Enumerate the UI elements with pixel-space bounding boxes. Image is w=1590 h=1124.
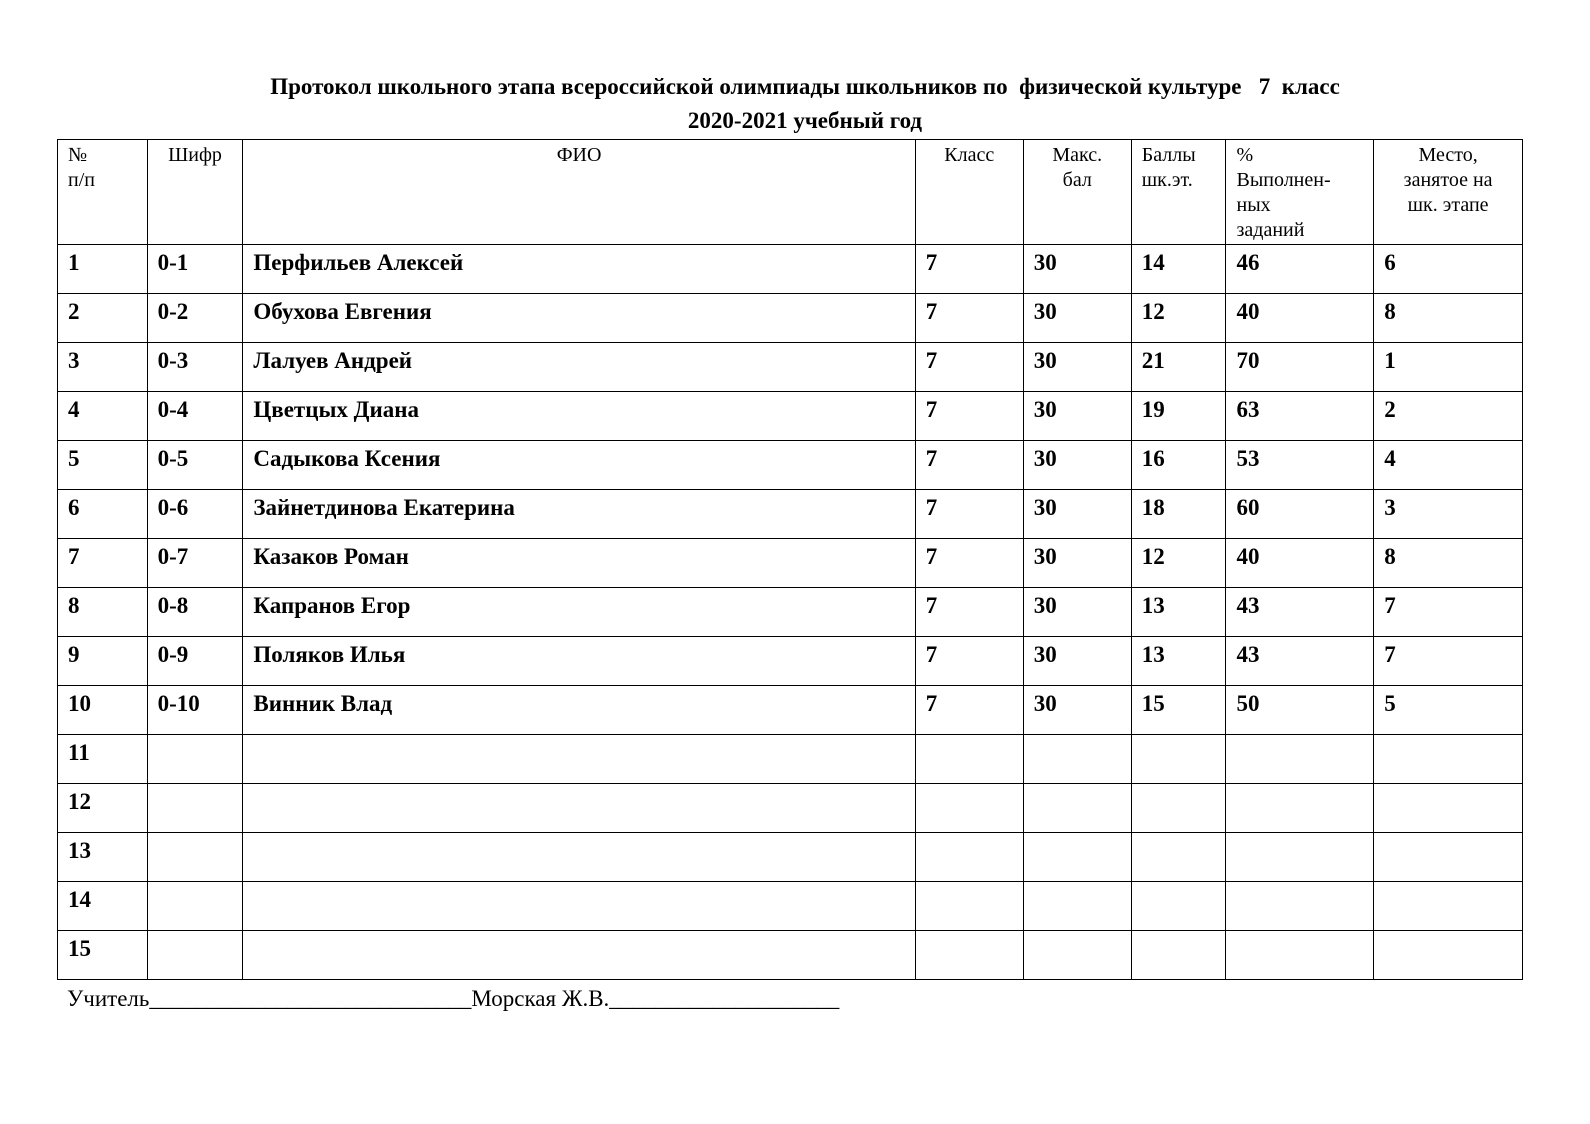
cell-name: Казаков Роман: [243, 539, 915, 588]
cell-place: 8: [1374, 294, 1523, 343]
cell-grade: 7: [915, 588, 1023, 637]
cell-num: 12: [58, 784, 148, 833]
cell-name: Цветцых Диана: [243, 392, 915, 441]
cell-score: [1131, 931, 1226, 980]
table-row: [58, 441, 1523, 490]
cell-name: Поляков Илья: [243, 637, 915, 686]
table-row: [58, 833, 1523, 882]
cell-max: 30: [1023, 539, 1131, 588]
cell-score: 19: [1131, 392, 1226, 441]
cell-percent: 46: [1226, 245, 1374, 294]
cell-percent: 43: [1226, 637, 1374, 686]
header-row: [58, 140, 1523, 245]
cell-percent: 70: [1226, 343, 1374, 392]
table-row: [58, 392, 1523, 441]
cell-code: 0-2: [147, 294, 243, 343]
cell-name: Винник Влад: [243, 686, 915, 735]
cell-code: [147, 931, 243, 980]
table-row: [58, 245, 1523, 294]
table-row: [58, 686, 1523, 735]
cell-max: [1023, 931, 1131, 980]
document-title: [0, 70, 1590, 138]
cell-max: [1023, 735, 1131, 784]
cell-score: 18: [1131, 490, 1226, 539]
cell-max: 30: [1023, 245, 1131, 294]
cell-percent: [1226, 833, 1374, 882]
cell-grade: 7: [915, 392, 1023, 441]
cell-score: [1131, 735, 1226, 784]
cell-place: [1374, 882, 1523, 931]
cell-percent: [1226, 931, 1374, 980]
cell-max: [1023, 833, 1131, 882]
cell-max: 30: [1023, 294, 1131, 343]
cell-place: 8: [1374, 539, 1523, 588]
cell-grade: 7: [915, 686, 1023, 735]
cell-place: [1374, 735, 1523, 784]
cell-name: [243, 882, 915, 931]
cell-place: 7: [1374, 637, 1523, 686]
cell-code: 0-4: [147, 392, 243, 441]
table-row: [58, 735, 1523, 784]
table-row: [58, 931, 1523, 980]
table-row: [58, 294, 1523, 343]
cell-num: 9: [58, 637, 148, 686]
table-row: [58, 588, 1523, 637]
header-grade: Класс: [915, 140, 1023, 245]
cell-code: [147, 833, 243, 882]
table-row: [58, 539, 1523, 588]
cell-percent: [1226, 784, 1374, 833]
cell-name: Капранов Егор: [243, 588, 915, 637]
table-row: [58, 784, 1523, 833]
cell-grade: [915, 735, 1023, 784]
cell-max: 30: [1023, 637, 1131, 686]
header-percent: % Выполнен- ных заданий: [1226, 140, 1374, 245]
cell-max: [1023, 784, 1131, 833]
cell-num: 14: [58, 882, 148, 931]
header-score: Баллы шк.эт.: [1131, 140, 1226, 245]
cell-num: 15: [58, 931, 148, 980]
cell-percent: 43: [1226, 588, 1374, 637]
cell-place: [1374, 931, 1523, 980]
cell-code: 0-9: [147, 637, 243, 686]
cell-code: 0-7: [147, 539, 243, 588]
cell-code: 0-1: [147, 245, 243, 294]
results-table: [57, 139, 1523, 980]
cell-max: 30: [1023, 588, 1131, 637]
cell-place: 3: [1374, 490, 1523, 539]
cell-name: [243, 833, 915, 882]
teacher-signature-line: Учитель____________________________Морская Ж.В.____________________: [67, 986, 840, 1011]
cell-grade: 7: [915, 637, 1023, 686]
cell-grade: 7: [915, 294, 1023, 343]
cell-name: Лалуев Андрей: [243, 343, 915, 392]
cell-code: [147, 882, 243, 931]
cell-max: [1023, 882, 1131, 931]
cell-place: 7: [1374, 588, 1523, 637]
cell-name: [243, 931, 915, 980]
cell-percent: 63: [1226, 392, 1374, 441]
cell-score: 14: [1131, 245, 1226, 294]
cell-grade: 7: [915, 539, 1023, 588]
cell-num: 2: [58, 294, 148, 343]
cell-num: 11: [58, 735, 148, 784]
cell-score: [1131, 833, 1226, 882]
cell-num: 10: [58, 686, 148, 735]
cell-percent: 40: [1226, 539, 1374, 588]
cell-grade: 7: [915, 441, 1023, 490]
cell-percent: 60: [1226, 490, 1374, 539]
cell-grade: [915, 833, 1023, 882]
cell-score: 13: [1131, 588, 1226, 637]
cell-name: Зайнетдинова Екатерина: [243, 490, 915, 539]
cell-score: 12: [1131, 539, 1226, 588]
cell-percent: 50: [1226, 686, 1374, 735]
cell-score: 15: [1131, 686, 1226, 735]
cell-grade: 7: [915, 490, 1023, 539]
header-max: Макс. бал: [1023, 140, 1131, 245]
cell-code: 0-8: [147, 588, 243, 637]
cell-num: 4: [58, 392, 148, 441]
cell-num: 13: [58, 833, 148, 882]
cell-num: 5: [58, 441, 148, 490]
cell-place: 4: [1374, 441, 1523, 490]
cell-max: 30: [1023, 343, 1131, 392]
cell-code: 0-3: [147, 343, 243, 392]
cell-name: [243, 784, 915, 833]
table-row: [58, 882, 1523, 931]
cell-num: 1: [58, 245, 148, 294]
cell-name: Садыкова Ксения: [243, 441, 915, 490]
cell-num: 3: [58, 343, 148, 392]
cell-score: [1131, 784, 1226, 833]
table-row: [58, 343, 1523, 392]
table-row: [58, 490, 1523, 539]
cell-place: 5: [1374, 686, 1523, 735]
cell-percent: 40: [1226, 294, 1374, 343]
cell-max: 30: [1023, 490, 1131, 539]
cell-score: 13: [1131, 637, 1226, 686]
cell-grade: [915, 882, 1023, 931]
cell-max: 30: [1023, 441, 1131, 490]
header-name: ФИО: [243, 140, 915, 245]
cell-place: [1374, 784, 1523, 833]
cell-name: [243, 735, 915, 784]
cell-grade: 7: [915, 343, 1023, 392]
cell-num: 8: [58, 588, 148, 637]
cell-name: Перфильев Алексей: [243, 245, 915, 294]
header-code: Шифр: [147, 140, 243, 245]
cell-code: [147, 784, 243, 833]
cell-max: 30: [1023, 392, 1131, 441]
cell-percent: [1226, 882, 1374, 931]
cell-score: 12: [1131, 294, 1226, 343]
cell-place: 6: [1374, 245, 1523, 294]
cell-score: 21: [1131, 343, 1226, 392]
header-place: Место, занятое на шк. этапе: [1374, 140, 1523, 245]
cell-percent: 53: [1226, 441, 1374, 490]
cell-place: [1374, 833, 1523, 882]
cell-place: 2: [1374, 392, 1523, 441]
table-row: [58, 637, 1523, 686]
cell-score: 16: [1131, 441, 1226, 490]
cell-max: 30: [1023, 686, 1131, 735]
header-num: № п/п: [58, 140, 148, 245]
cell-num: 7: [58, 539, 148, 588]
title-line-1: Протокол школьного этапа всероссийской олимпиады школьников по физической культуре 7 класс: [270, 74, 1340, 99]
cell-code: 0-10: [147, 686, 243, 735]
cell-code: 0-5: [147, 441, 243, 490]
cell-num: 6: [58, 490, 148, 539]
cell-name: Обухова Евгения: [243, 294, 915, 343]
cell-code: [147, 735, 243, 784]
cell-grade: [915, 931, 1023, 980]
cell-grade: [915, 784, 1023, 833]
cell-place: 1: [1374, 343, 1523, 392]
cell-percent: [1226, 735, 1374, 784]
cell-score: [1131, 882, 1226, 931]
cell-grade: 7: [915, 245, 1023, 294]
title-line-2: 2020-2021 учебный год: [687, 108, 923, 133]
cell-code: 0-6: [147, 490, 243, 539]
